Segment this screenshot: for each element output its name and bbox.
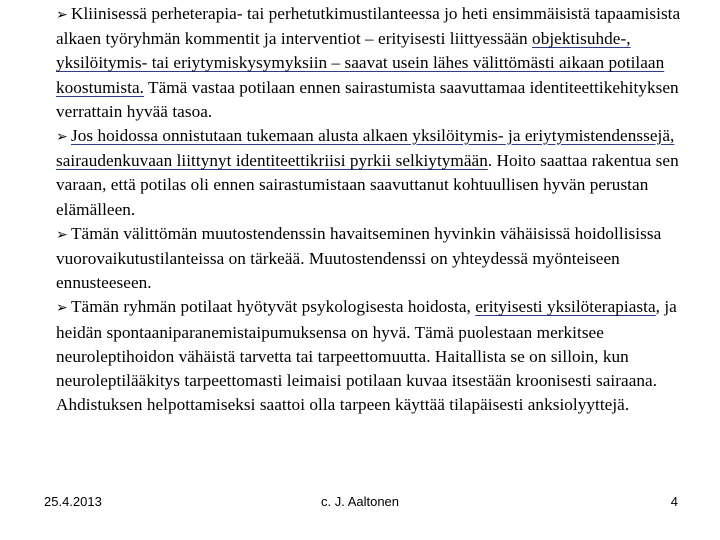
footer-date: 25.4.2013 <box>44 494 102 509</box>
bullet-2-seg-1: Jos hoidossa onnistutaan tukemaan alusta alkaen yksilöitymis- ja eriytymistendenssejä, sairaudenkuvaan liittynyt identiteettikriisi pyrkii selkiytymään <box>56 126 675 171</box>
bullet-2-seg-2: . Hoito saattaa rakentua sen varaan, että potilas oli ennen sairastumistaan saavuttanut kohtuullisen hyvän perustan elämälleen. <box>56 151 679 219</box>
bullet-4-seg-2: erityisesti yksilöterapiasta <box>475 297 656 317</box>
bullet-1-seg-1: Kliinisessä perheterapia- tai perhetutkimustilanteessa jo heti ensimmäisistä tapaamisista alkaen työryhmän kommentit ja interventiot – erityisesti liittyessään <box>56 4 681 49</box>
bullet-1-seg-3: Tämä vastaa potilaan ennen sairastumista saavuttamaa identiteettikehityksen verrattain hyvää tasoa. <box>56 77 679 121</box>
footer-author: c. J. Aaltonen <box>320 494 400 509</box>
arrow-bullet-icon: ➢ <box>56 300 68 317</box>
bullet-4 <box>56 295 714 417</box>
bullet-2 <box>56 124 714 222</box>
bullet-3 <box>56 222 714 296</box>
slide-body <box>56 2 714 417</box>
bullet-1-seg-2: objektisuhde-, yksilöitymis- tai eriytymiskysymyksiin – saavat usein lähes välittömästi aikaan potilaan koostumista. <box>56 29 665 97</box>
bullet-3-seg-1: Tämän välittömän muutostendenssin havaitseminen hyvinkin vähäisissä hoidollisissa vuorovaikutustilanteissa on tärkeää. Muutostendenssi on yhteydessä myönteiseen ennusteeseen. <box>56 223 662 293</box>
bullet-4-seg-3: , ja heidän spontaaniparanemistaipumuksensa on hyvä. Tämä puolestaan merkitsee neuroleptihoidon vähäistä tarvetta tai tarpeettomuutta. Haitallista se on silloin, kun neuroleptilääkitys tarpeettomasti leimaisi potilaan kuvaa itsestään kroonisesti sairaana. Ahdistuksen helpottamiseksi saattoi olla tarpeen käyttää tilapäisesti anksiolyyttejä. <box>56 297 677 415</box>
footer-page-number: 4 <box>670 494 678 509</box>
arrow-bullet-icon: ➢ <box>56 129 68 146</box>
bullet-4-seg-1: Tämän ryhmän potilaat hyötyvät psykologisesta hoidosta, <box>71 297 476 317</box>
arrow-bullet-icon: ➢ <box>56 7 68 23</box>
bullet-1 <box>56 2 714 124</box>
arrow-bullet-icon: ➢ <box>56 226 68 243</box>
